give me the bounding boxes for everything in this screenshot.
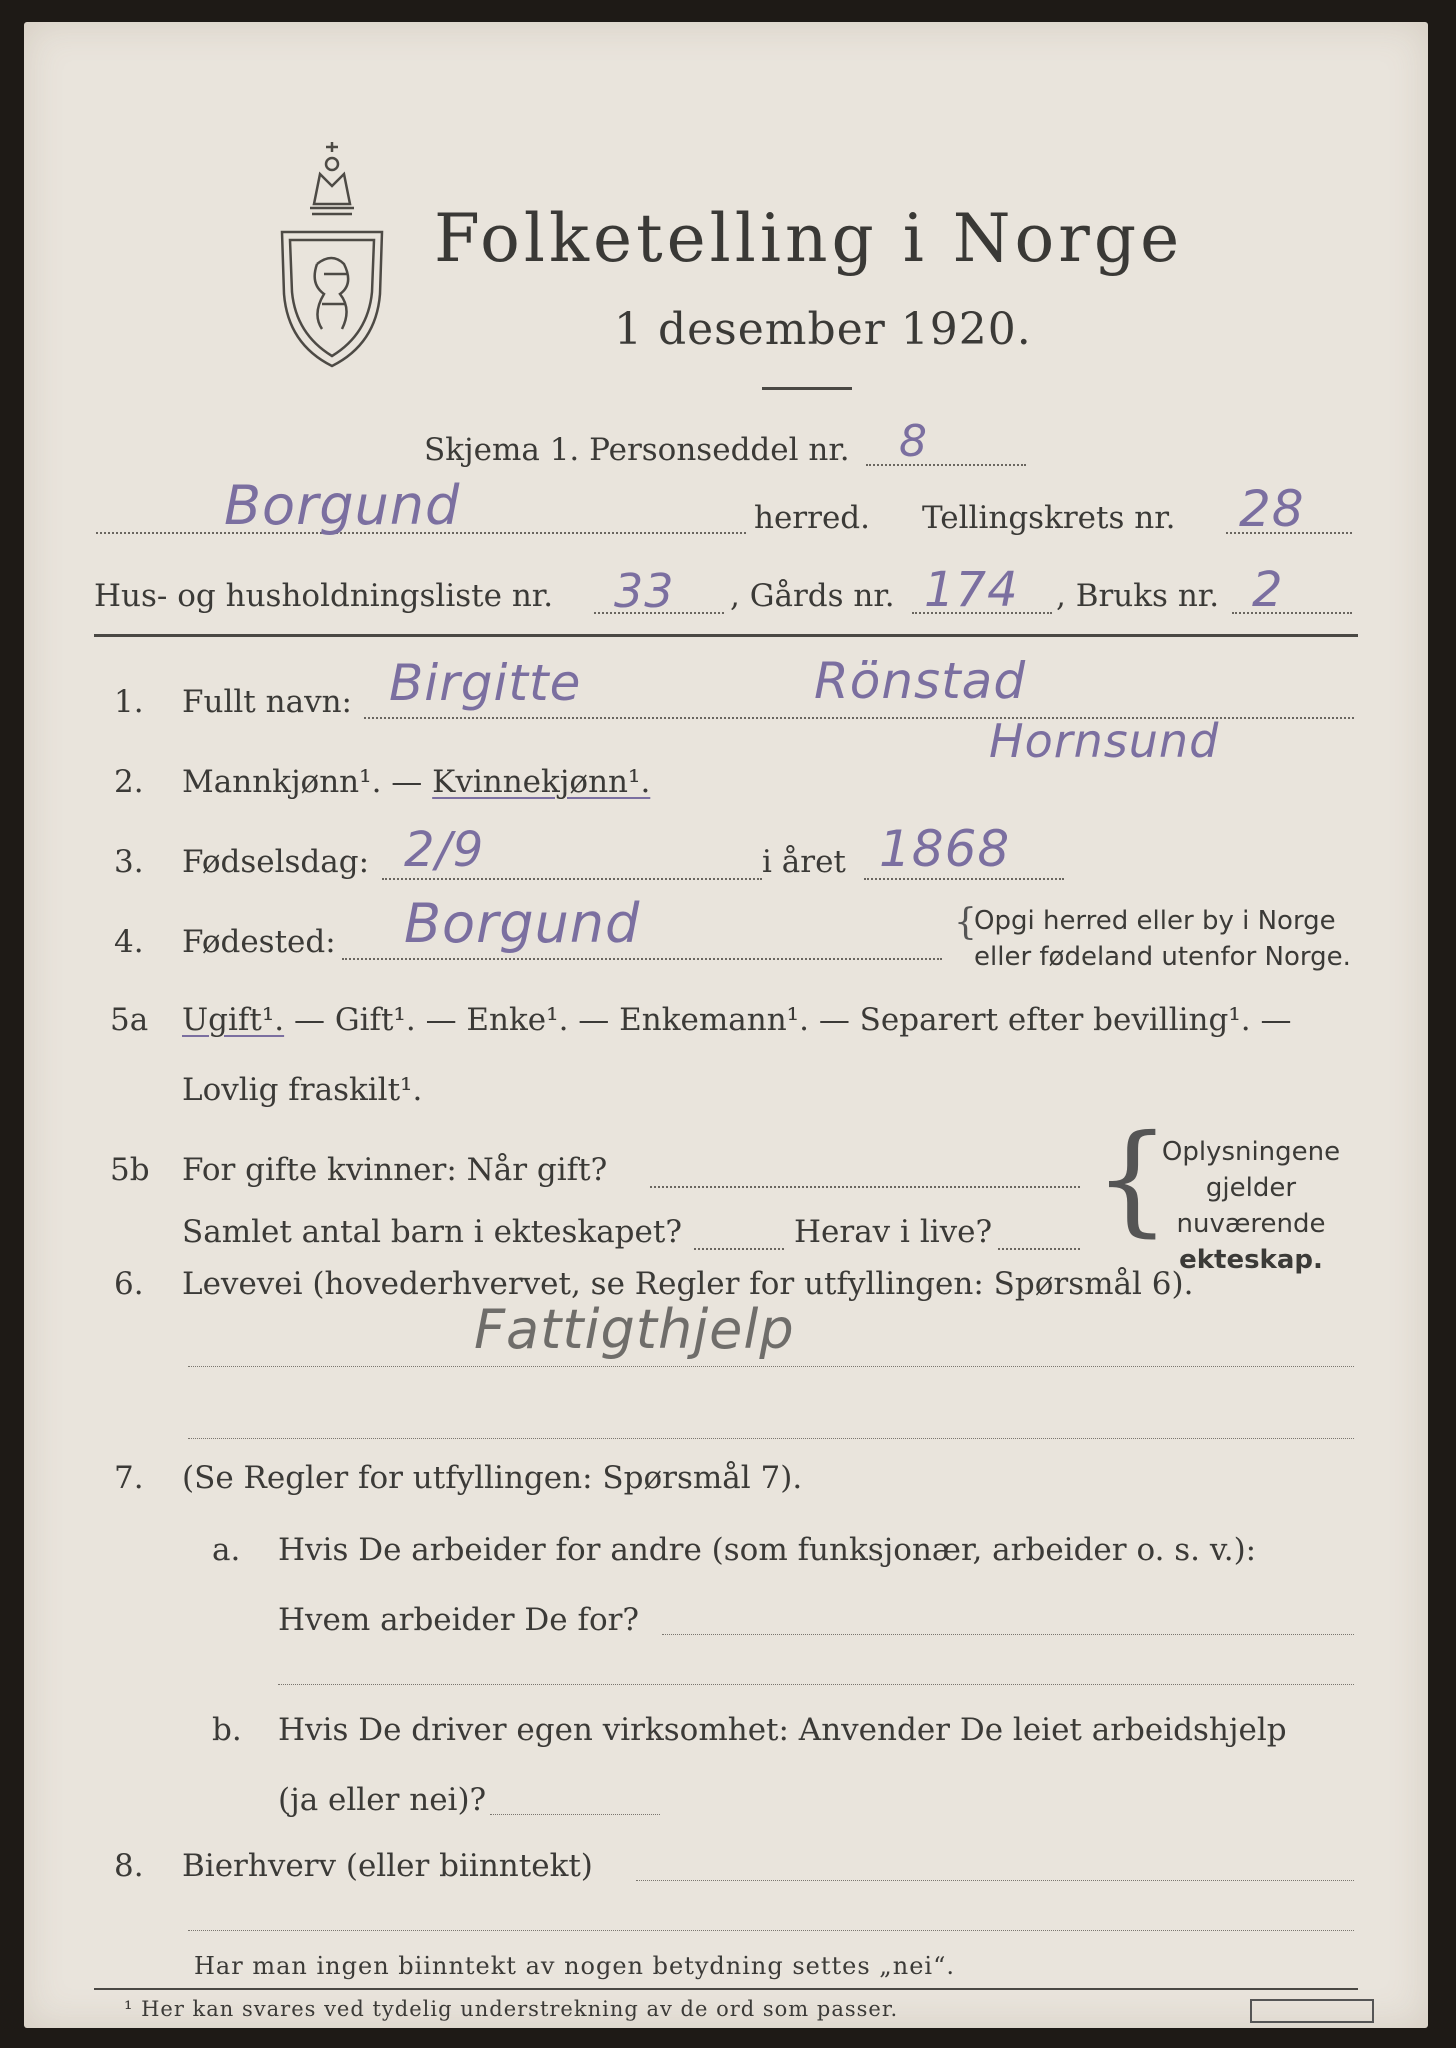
q3-number: 3. — [114, 844, 144, 880]
employer-field-2[interactable] — [278, 1684, 1354, 1685]
birthday-value: 2/9 — [404, 822, 485, 878]
q4-label: Fødested: — [182, 924, 336, 960]
q2-options — [182, 764, 650, 800]
married-option[interactable]: — Gift¹. — [284, 1002, 416, 1038]
marriage-note-line-2: gjelder nuværende — [1176, 1173, 1326, 1239]
schema-label: Skjema 1. Personseddel nr. — [424, 432, 850, 468]
q7b-label: Hvis De driver egen virksomhet: Anvender De leiet arbeidshjelp — [278, 1712, 1287, 1748]
gards-value: 174 — [924, 562, 1019, 618]
footnote-rule — [94, 1988, 1358, 1990]
note-brace: { — [954, 902, 977, 943]
header-rule — [94, 634, 1358, 637]
q7a-letter: a. — [212, 1532, 241, 1568]
employer-label: Hvem arbeider De for? — [278, 1602, 640, 1638]
q5b-label: For gifte kvinner: Når gift? — [182, 1152, 608, 1188]
marriage-note-line-1: Oplysningene — [1161, 1137, 1341, 1167]
bruks-value: 2 — [1252, 562, 1284, 618]
marital-status-options — [182, 1002, 1362, 1038]
hired-help-field[interactable] — [490, 1814, 660, 1815]
divorced-option[interactable]: Lovlig fraskilt¹. — [182, 1072, 423, 1108]
census-form-page — [24, 22, 1428, 2028]
birth-year-value: 1868 — [879, 820, 1011, 878]
birth-year-field[interactable] — [864, 878, 1064, 880]
q7b-letter: b. — [212, 1712, 242, 1748]
birthplace-value: Borgund — [404, 892, 641, 955]
birthday-field[interactable] — [382, 878, 762, 880]
marriage-note-line-3: ekteskap. — [1179, 1245, 1323, 1275]
q8-label: Bierhverv (eller biinntekt) — [182, 1848, 593, 1884]
side-income-note: Har man ingen biinntekt av nogen betydning settes „nei“. — [194, 1952, 955, 1980]
bruks-label: , Bruks nr. — [1056, 578, 1220, 614]
q5b-number: 5b — [110, 1152, 150, 1188]
q6-number: 6. — [114, 1266, 144, 1302]
separated-option[interactable]: — Separert efter bevilling¹. — — [808, 1002, 1292, 1038]
note-brace-large: { — [1094, 1110, 1171, 1249]
form-title: Folketelling i Norge — [434, 200, 1184, 277]
footnote: ¹ Her kan svares ved tydelig understrekning av de ord som passer. — [124, 1997, 899, 2021]
alive-label: Herav i live? — [794, 1214, 993, 1250]
q1-label: Fullt navn: — [182, 684, 352, 720]
title-divider — [762, 387, 852, 390]
side-income-field-2[interactable] — [188, 1930, 1354, 1931]
tellingskrets-value: 28 — [1239, 480, 1305, 538]
herred-label: herred. — [754, 500, 870, 536]
gards-label: , Gårds nr. — [730, 578, 895, 614]
herred-value: Borgund — [224, 474, 461, 537]
birthplace-note-2: eller fødeland utenfor Norge. — [974, 942, 1351, 972]
alive-field[interactable] — [998, 1248, 1080, 1250]
unmarried-option[interactable]: Ugift¹. — [182, 1002, 285, 1038]
occupation-field-2[interactable] — [188, 1438, 1354, 1439]
birthplace-note-1: Opgi herred eller by i Norge — [974, 906, 1336, 936]
q1-number: 1. — [114, 684, 144, 720]
surname-correction-value: Hornsund — [989, 714, 1220, 768]
husliste-label: Hus- og husholdningsliste nr. — [94, 578, 554, 614]
children-label: Samlet antal barn i ekteskapet? — [182, 1214, 682, 1250]
printer-stamp — [1250, 1999, 1374, 2023]
marriage-date-field[interactable] — [650, 1186, 1080, 1188]
surname-value: Rönstad — [814, 652, 1027, 710]
q7a-label: Hvis De arbeider for andre (som funksjonær, arbeider o. s. v.): — [278, 1532, 1257, 1568]
birthplace-field[interactable] — [342, 958, 942, 960]
marriage-note — [1146, 1134, 1356, 1278]
full-name-value: Birgitte — [389, 654, 582, 712]
q7-label: (Se Regler for utfyllingen: Spørsmål 7). — [182, 1460, 803, 1496]
q8-number: 8. — [114, 1848, 144, 1884]
widow-option[interactable]: — Enke¹. — [415, 1002, 569, 1038]
children-field[interactable] — [694, 1248, 784, 1250]
male-option[interactable]: Mannkjønn¹. — [182, 764, 382, 800]
widower-option[interactable]: — Enkemann¹. — [568, 1002, 809, 1038]
q6-label: Levevei (hovederhvervet, se Regler for utfyllingen: Spørsmål 6). — [182, 1266, 1194, 1302]
occupation-field[interactable] — [188, 1366, 1354, 1367]
hired-help-label: (ja eller nei)? — [278, 1782, 487, 1818]
form-date: 1 desember 1920. — [614, 304, 1032, 355]
personseddel-field[interactable] — [866, 464, 1026, 466]
tellingskrets-label: Tellingskrets nr. — [922, 500, 1176, 536]
norwegian-coat-of-arms-icon — [262, 134, 402, 374]
year-label: i året — [762, 844, 846, 880]
employer-field[interactable] — [662, 1634, 1354, 1635]
bruks-field[interactable] — [1232, 612, 1352, 614]
q4-number: 4. — [114, 924, 144, 960]
q5a-number: 5a — [110, 1002, 149, 1038]
personseddel-value: 8 — [899, 416, 928, 467]
side-income-field[interactable] — [636, 1880, 1354, 1881]
female-option[interactable]: Kvinnekjønn¹. — [432, 764, 651, 800]
q3-label: Fødselsdag: — [182, 844, 370, 880]
q7-number: 7. — [114, 1460, 144, 1496]
q2-number: 2. — [114, 764, 144, 800]
occupation-value: Fattigthjelp — [474, 1298, 795, 1361]
q2-separator: — — [381, 764, 433, 800]
husliste-value: 33 — [614, 564, 675, 618]
